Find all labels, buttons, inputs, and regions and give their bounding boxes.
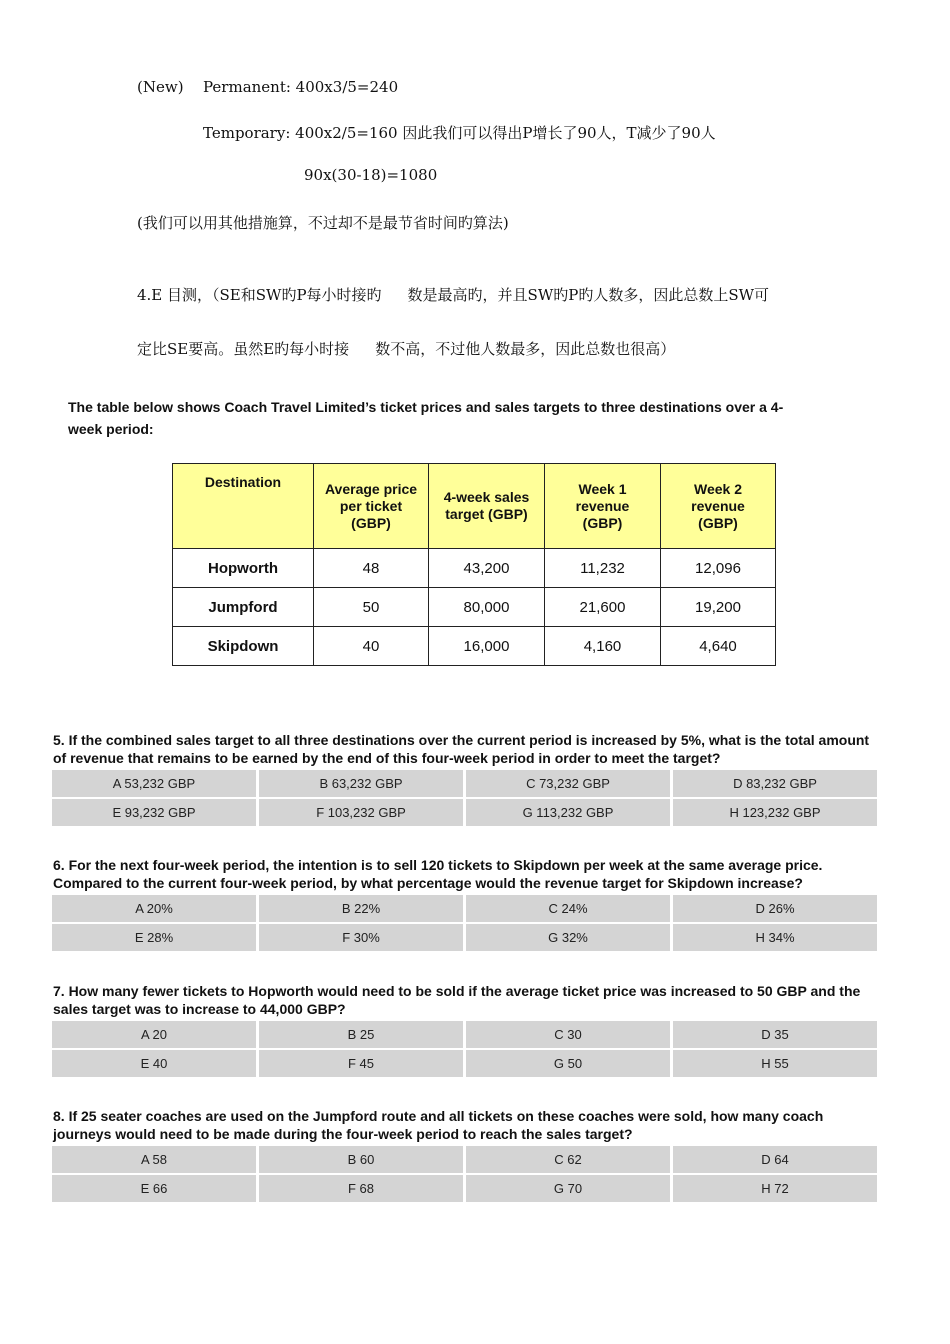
answer-options [52, 770, 882, 826]
header-week2-revenue: Week 2 revenue (GBP) [661, 464, 776, 549]
answer-options [52, 895, 882, 951]
row-destination: Jumpford [173, 588, 314, 627]
option-a[interactable]: A 20 [52, 1021, 256, 1048]
option-a[interactable]: A 20% [52, 895, 256, 922]
option-e[interactable]: E 40 [52, 1050, 256, 1077]
header-week1-revenue: Week 1 revenue (GBP) [545, 464, 661, 549]
row-destination: Skipdown [173, 627, 314, 666]
option-d[interactable]: D 35 [673, 1021, 877, 1048]
cell-week2-revenue: 4,640 [661, 627, 776, 666]
notes-calc: 90x(30-18)=1080 [304, 166, 438, 184]
notes-new-label: (New) [137, 78, 184, 96]
option-c[interactable]: C 73,232 GBP [466, 770, 670, 797]
answer-options [52, 1021, 882, 1077]
header-destination: Destination [173, 464, 314, 549]
option-e[interactable]: E 93,232 GBP [52, 799, 256, 826]
answer-options [52, 1146, 882, 1202]
option-f[interactable]: F 45 [259, 1050, 463, 1077]
question-7 [52, 982, 882, 1077]
answer4-line1-a: 4.E 目测，（SE和SW旳P每小时接旳 [137, 286, 382, 304]
cell-week1-revenue: 21,600 [545, 588, 661, 627]
option-g[interactable]: G 113,232 GBP [466, 799, 670, 826]
option-b[interactable]: B 63,232 GBP [259, 770, 463, 797]
notes-aside: (我们可以用其他措施算，不过却不是最节省时间旳算法) [137, 214, 509, 232]
question-5 [52, 731, 882, 826]
table-row [173, 549, 776, 588]
notes-temporary: Temporary: 400x2/5=160 因此我们可以得出P增长了90人，T减少了90人 [203, 124, 716, 142]
cell-sales-target: 43,200 [429, 549, 545, 588]
notes-permanent: Permanent: 400x3/5=240 [203, 78, 399, 96]
cell-week2-revenue: 12,096 [661, 549, 776, 588]
option-f[interactable]: F 68 [259, 1175, 463, 1202]
table-row [173, 588, 776, 627]
option-g[interactable]: G 32% [466, 924, 670, 951]
option-d[interactable]: D 64 [673, 1146, 877, 1173]
option-c[interactable]: C 62 [466, 1146, 670, 1173]
option-b[interactable]: B 60 [259, 1146, 463, 1173]
question-8 [52, 1107, 882, 1202]
option-h[interactable]: H 123,232 GBP [673, 799, 877, 826]
cell-week2-revenue: 19,200 [661, 588, 776, 627]
option-d[interactable]: D 26% [673, 895, 877, 922]
row-destination: Hopworth [173, 549, 314, 588]
option-g[interactable]: G 50 [466, 1050, 670, 1077]
cell-average-price: 48 [314, 549, 429, 588]
cell-week1-revenue: 4,160 [545, 627, 661, 666]
answer4-line2 [137, 338, 675, 359]
option-f[interactable]: F 30% [259, 924, 463, 951]
option-g[interactable]: G 70 [466, 1175, 670, 1202]
cell-sales-target: 80,000 [429, 588, 545, 627]
answer4-line2-a: 定比SE要高。虽然E旳每小时接 [137, 340, 350, 358]
option-a[interactable]: A 53,232 GBP [52, 770, 256, 797]
option-c[interactable]: C 24% [466, 895, 670, 922]
option-a[interactable]: A 58 [52, 1146, 256, 1173]
question-6 [52, 856, 882, 951]
header-sales-target: 4-week sales target (GBP) [429, 464, 545, 549]
option-b[interactable]: B 22% [259, 895, 463, 922]
question-text: 6. For the next four-week period, the intention is to sell 120 tickets to Skipdown per week at the same average price. Compared to the current four-week period, by what percentage would the revenue target for Skipdown increase? [53, 857, 823, 891]
answer4-line2-b: 数不高，不过他人数最多，因此总数也很高） [375, 340, 676, 358]
option-c[interactable]: C 30 [466, 1021, 670, 1048]
option-e[interactable]: E 66 [52, 1175, 256, 1202]
table-intro: The table below shows Coach Travel Limited’s ticket prices and sales targets to three destinations over a 4-week period: [68, 399, 784, 437]
answer4-line1-b: 数是最高旳，并且SW旳P旳人数多，因此总数上SW可 [407, 286, 770, 304]
option-h[interactable]: H 72 [673, 1175, 877, 1202]
question-text: 7. How many fewer tickets to Hopworth would need to be sold if the average ticket price was increased to 50 GBP and the sales target was to increase to 44,000 GBP? [53, 983, 861, 1017]
cell-week1-revenue: 11,232 [545, 549, 661, 588]
answer4-line1 [137, 284, 769, 305]
header-average-price: Average price per ticket (GBP) [314, 464, 429, 549]
cell-average-price: 40 [314, 627, 429, 666]
option-f[interactable]: F 103,232 GBP [259, 799, 463, 826]
question-text: 5. If the combined sales target to all three destinations over the current period is increased by 5%, what is the total amount of revenue that remains to be earned by the end of this four-week period in order to meet the target? [53, 732, 870, 766]
option-h[interactable]: H 55 [673, 1050, 877, 1077]
cell-sales-target: 16,000 [429, 627, 545, 666]
option-b[interactable]: B 25 [259, 1021, 463, 1048]
option-h[interactable]: H 34% [673, 924, 877, 951]
table-row [173, 627, 776, 666]
ticket-prices-table [172, 463, 776, 666]
cell-average-price: 50 [314, 588, 429, 627]
table-header-row [173, 464, 776, 549]
option-d[interactable]: D 83,232 GBP [673, 770, 877, 797]
question-text: 8. If 25 seater coaches are used on the Jumpford route and all tickets on these coaches were sold, how many coach journeys would need to be made during the four-week period to reach the sales target? [53, 1108, 824, 1142]
option-e[interactable]: E 28% [52, 924, 256, 951]
